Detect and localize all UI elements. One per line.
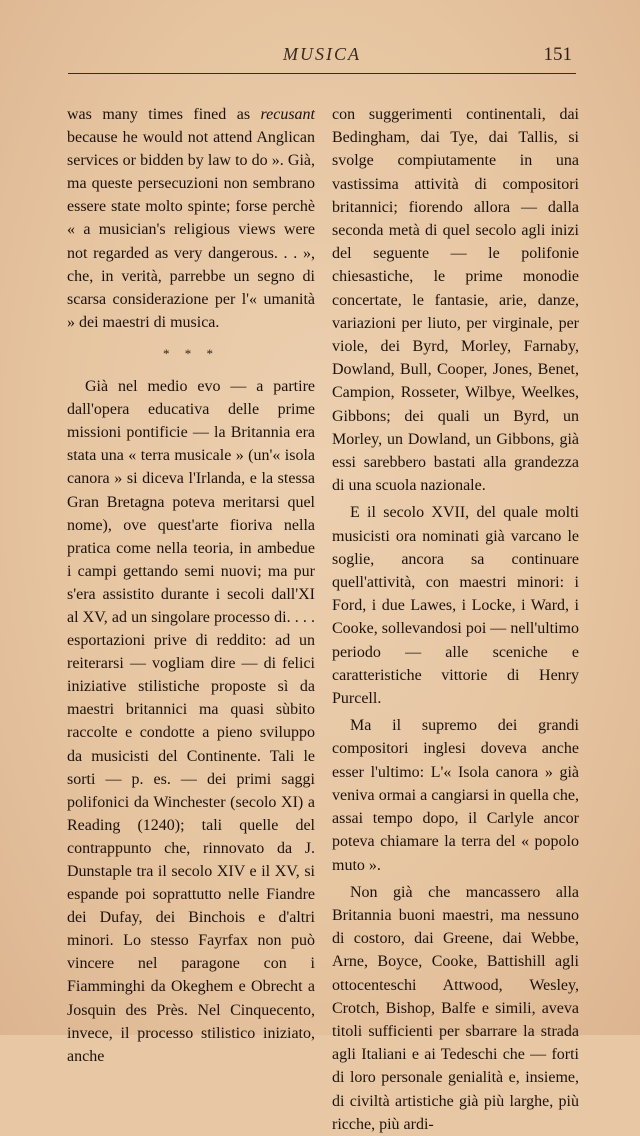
left-column bbox=[67, 103, 315, 1068]
running-title: MUSICA bbox=[283, 44, 361, 64]
running-header bbox=[68, 40, 576, 74]
right-paragraph-4: Non già che mancassero alla Britannia buoni maestri, ma nessuno di costoro, dai Greene, dai Webbe, Arne, Boyce, Cooke, Battishill agli ottocenteschi Attwood, Wesley, Crotch, Bishop, Balfe e simili, aveva titoli sufficienti per sbarrare la strada agli Italiani e ai Tedeschi che — forti di loro personale genialità e, insieme, di civiltà artistiche già più larghe, più ricche, più ardi- bbox=[332, 883, 579, 1133]
left-paragraph-1 bbox=[67, 103, 315, 334]
page-number: 151 bbox=[543, 44, 572, 65]
text-run: because he would not attend Anglican services or bidden by law to do ». Già, ma queste persecuzioni non sembrano essere state molto spinte; forse perchè « a musician's religious views were not regarded as very dangerous. . . », che, in verità, parrebbe un segno di scarsa considerazione per l'« umanità » dei maestri di musica. bbox=[67, 129, 315, 331]
section-separator: * * * bbox=[163, 345, 219, 361]
text-run: was many times fined as bbox=[67, 106, 261, 123]
right-paragraph-2: E il secolo XVII, del quale molti musicisti ora nominati già varcano le soglie, ancora sa continuare quell'attività, con maestri minori: i Ford, i due Lawes, i Locke, i Ward, i Cooke, sollevandosi poi — nell'ultimo periodo — alle sceniche e caratteristiche vittorie di Henry Purcell. bbox=[332, 504, 579, 708]
right-paragraph-3: Ma il supremo dei grandi compositori inglesi doveva anche esser l'ultimo: L'« Isola canora » già veniva ormai a cangiarsi in quella che, assai tempo dopo, il Carlyle ancor poteva chiamare la terra del « popolo muto ». bbox=[332, 717, 579, 874]
left-paragraph-2: Già nel medio evo — a partire dall'opera educativa delle prime missioni pontificie — la Britannia era stata una « terra musicale » (un'« isola canora » si diceva l'Irlanda, e la stessa Gran Bretagna poteva meritarsi quel nome), ove quest'arte fioriva nella pratica come nella teoria, in ambedue i campi gettando semi nuovi; ma pur s'era assistito durante i secoli dall'XI al XV, ad un singolare processo di. . . . esportazioni prive di reddito: ad un reiterarsi — vogliam dire — di felici iniziative stilistiche proposte sì da maestri britannici ma quasi sùbito raccolte e condotte a pieno sviluppo da musicisti del Continente. Tali le sorti — p. es. — dei primi saggi polifonici da Winchester (secolo XI) a Reading (1240); tali quelle del contrappunto che, rinnovato da J. Dunstaple tra il secolo XIV e il XV, si espande poi soprattutto nelle Fiandre dei Dufay, dei Binchois e d'altri minori. Lo stesso Fayrfax non può vincere nel paragone con i Fiamminghi da Okeghem e Obrecht a Josquin des Près. Nel Cinquecento, invece, il processo stilistico iniziato, anche bbox=[67, 378, 315, 1065]
right-column bbox=[332, 103, 579, 1136]
header-rule bbox=[68, 73, 576, 74]
right-paragraph-1: con suggerimenti continentali, dai Bedingham, dai Tye, dai Tallis, si svolge compiutamente in una vastissima attività di compositori britannici; fiorendo allora — dalla seconda metà di quel secolo agli inizi del seguente — le polifonie chiesastiche, le prime monodie concertate, le fantasie, arie, danze, variazioni per liuto, per virginale, per viole, dei Byrd, Morley, Farnaby, Dowland, Bull, Cooper, Jones, Benet, Campion, Rosseter, Wilbye, Weelkes, Gibbons; dei quali un Byrd, un Morley, un Dowland, un Gibbons, già essi sarebbero bastati alla grandezza di una scuola nazionale. bbox=[332, 106, 579, 495]
italic-word: recusant bbox=[260, 106, 315, 123]
